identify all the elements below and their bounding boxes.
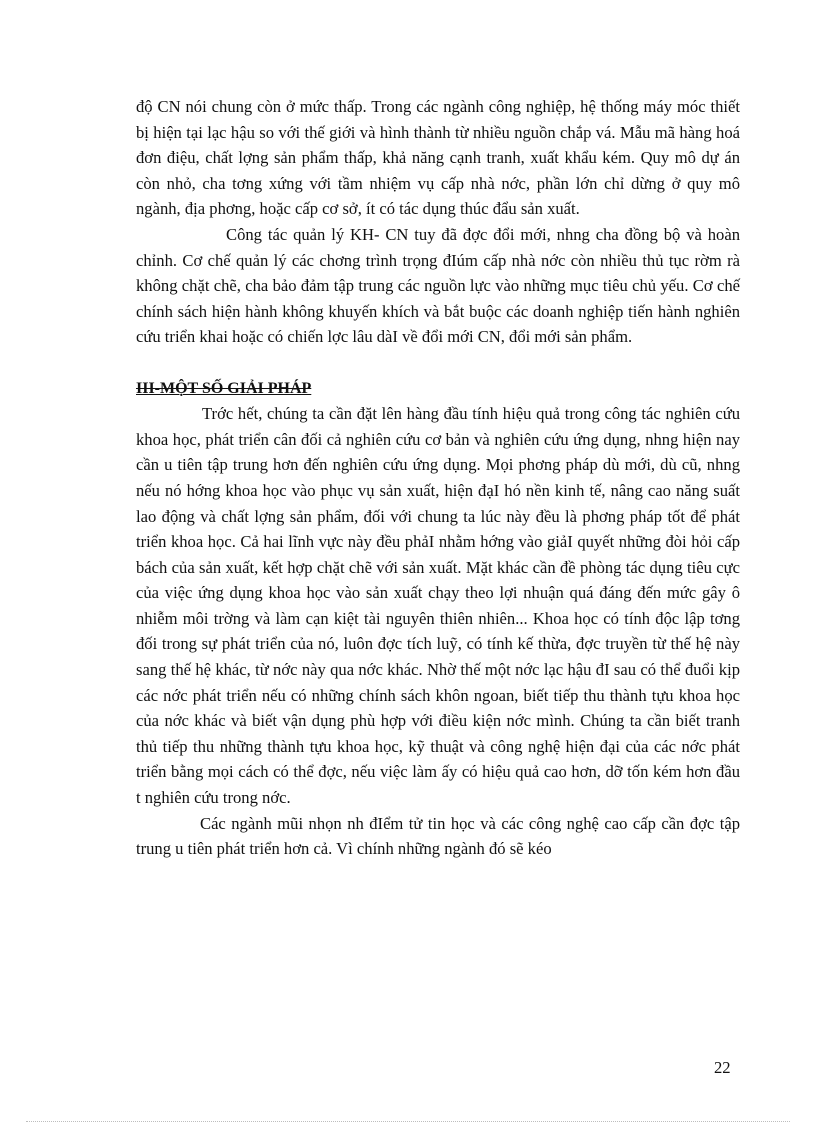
paragraph: Trớc hết, chúng ta cần đặt lên hàng đầu tính hiệu quả trong công tác nghiên cứu khoa học, phát triển cân đối cả nghiên cứu cơ bản và nghiên cứu ứng dụng, nhng hiện nay cần u tiên tập trung hơn đến nghiên cứu ứng dụng. Mọi phơng pháp dù mới, dù cũ, nhng nếu nó hớng khoa học vào phục vụ sản xuất, hiện đạI hó nền kinh tế, nâng cao năng suất lao động và chất lợng sản phẩm, đối với chung ta lúc này đều là phơng pháp tốt để phát triển khoa học. Cả hai lĩnh vực này đều phảI nhằm hớng vào giảI quyết những đòi hỏi cấp bách của sản xuất, kết hợp chặt chẽ với sản xuất. Mặt khác cần đề phòng tác dụng tiêu cực của việc ứng dụng khoa học vào sản xuất chạy theo lợi nhuận quá đáng đến mức gây ô nhiễm môi trờng và làm cạn kiệt tài nguyên thiên nhiên... Khoa học có tính độc lập tơng đối trong sự phát triển của nó, luôn đợc tích luỹ, có tính kế thừa, đợc truyền từ thế hệ này sang thế hệ khác, từ nớc này qua nớc khác. Nhờ thế một nớc lạc hậu đI sau có thể đuổi kịp các nớc phát triển nếu có những chính sách khôn ngoan, biết tiếp thu thành tựu khoa học của nớc khác và biết vận dụng phù hợp với điều kiện nớc mình. Chúng ta cần biết tranh thủ tiếp thu những thành tựu khoa học, kỹ thuật và công nghệ hiện đại của các nớc phát triển bằng mọi cách có thể đợc, nếu việc làm ấy có hiệu quả cao hơn, dỡ tốn kém hơn đầu t nghiên cứu trong nớc. — [136, 404, 740, 808]
footer-divider — [26, 1121, 790, 1122]
paragraph: Công tác quản lý KH- CN tuy đã đợc đổi mới, nhng cha đồng bộ và hoàn chỉnh. Cơ chế quản lý các chơng trình trọng đIúm cấp nhà nớc còn nhiều thủ tục rờm rà không chặt chẽ, cha bảo đảm tập trung các nguồn lực vào những mục tiêu chủ yếu. Cơ chế chính sách hiện hành không khuyến khích và bắt buộc các doanh nghiệp tiến hành nghiên cứu triển khai hoặc có chiến lợc lâu dàI về đổi mới CN, đổi mới sản phẩm. — [136, 224, 740, 347]
document-body — [136, 94, 740, 862]
page-number: 22 — [714, 1058, 731, 1077]
paragraph: độ CN nói chung còn ở mức thấp. Trong các ngành công nghiệp, hệ thống máy móc thiết bị hiện tại lạc hậu so với thế giới và hình thành từ nhiều nguồn chắp vá. Mẫu mã hàng hoá đơn điệu, chất lợng sản phẩm thấp, khả năng cạnh tranh, xuất khẩu kém. Quy mô dự án còn nhỏ, cha tơng xứng với tầm nhiệm vụ cấp nhà nớc, phần lớn chỉ dừng ở quy mô ngành, địa phơng, hoặc cấp cơ sở, ít có tác dụng thúc đẩu sản xuất. — [136, 97, 740, 219]
section-heading: III-MỘT SỐ GIẢI PHÁP — [136, 379, 312, 397]
paragraph: Các ngành mũi nhọn nh đIểm tử tin học và các công nghệ cao cấp cần đợc tập trung u tiên phát triển hơn cả. Vì chính những ngành đó sẽ kéo — [136, 813, 740, 859]
